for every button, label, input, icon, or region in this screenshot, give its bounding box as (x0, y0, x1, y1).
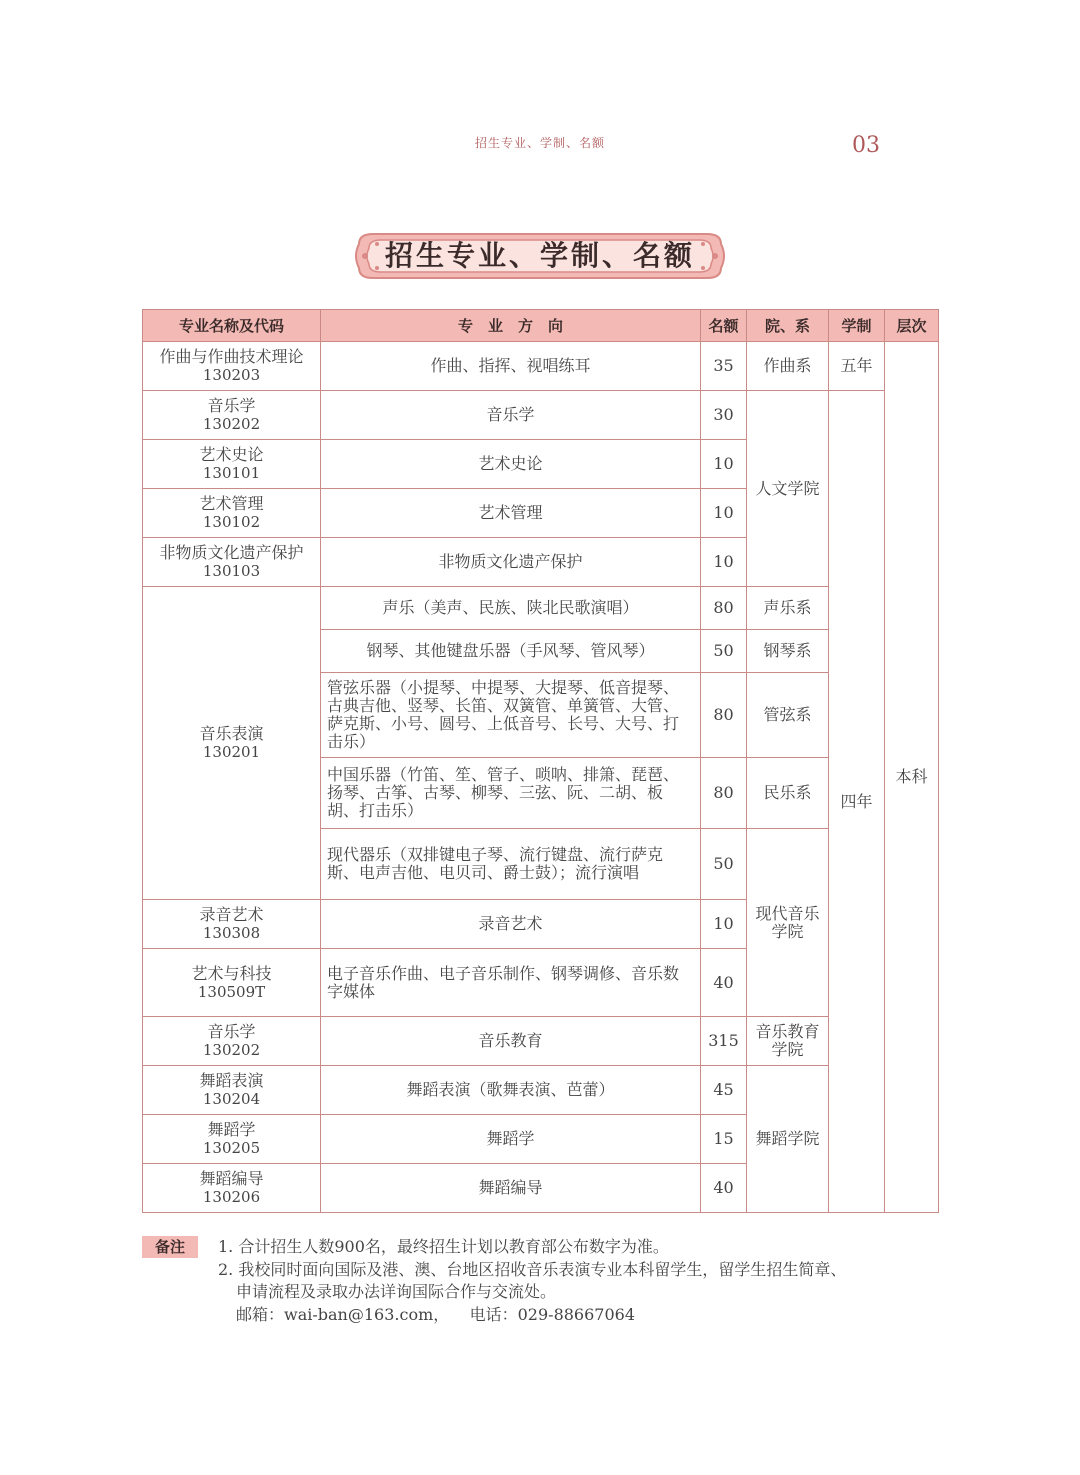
header-level: 层次 (885, 310, 939, 342)
major-code: 130204 (202, 1090, 261, 1108)
department-cell: 民乐系 (747, 758, 829, 829)
duration-cell: 五年 (829, 342, 885, 391)
header-department: 院、系 (747, 310, 829, 342)
major-name: 作曲与作曲技术理论 (159, 347, 304, 366)
major-cell (143, 1115, 321, 1164)
duration-cell: 四年 (829, 391, 885, 1213)
direction-cell: 电子音乐作曲、电子音乐制作、钢琴调修、音乐数字媒体 (321, 949, 701, 1017)
major-code: 130101 (202, 464, 261, 482)
quota-cell: 10 (701, 440, 747, 489)
quota-cell: 40 (701, 1164, 747, 1213)
department-cell: 管弦系 (747, 673, 829, 758)
table-row (143, 342, 939, 391)
table-row (143, 1017, 939, 1066)
header-direction: 专 业 方 向 (321, 310, 701, 342)
major-cell (143, 949, 321, 1017)
quota-cell: 30 (701, 391, 747, 440)
note-line-2a: 2. 我校同时面向国际及港、澳、台地区招收音乐表演专业本科留学生，留学生招生简章、 (218, 1260, 847, 1279)
major-cell (143, 1164, 321, 1213)
quota-cell: 40 (701, 949, 747, 1017)
major-name: 艺术与科技 (191, 963, 272, 983)
direction-cell: 现代器乐（双排键电子琴、流行键盘、流行萨克斯、电声吉他、电贝司、爵士鼓）；流行演唱 (321, 829, 701, 900)
major-name: 音乐学 (207, 396, 256, 415)
major-code: 130201 (202, 743, 261, 761)
header-major: 专业名称及代码 (143, 310, 321, 342)
major-code: 130103 (202, 562, 261, 580)
quota-cell: 50 (701, 829, 747, 900)
table-row (143, 391, 939, 440)
department-cell: 现代音乐学院 (747, 829, 829, 1017)
quota-cell: 50 (701, 630, 747, 673)
major-code: 130202 (202, 415, 261, 433)
major-code: 130206 (202, 1188, 261, 1206)
banner-title: 招生专业、学制、名额 (384, 239, 695, 272)
note-line-1: 1. 合计招生人数900名，最终招生计划以教育部公布数字为准。 (218, 1237, 669, 1256)
quota-cell: 35 (701, 342, 747, 391)
major-cell (143, 440, 321, 489)
major-name: 音乐学 (207, 1022, 256, 1041)
email-label: 邮箱： (236, 1305, 285, 1324)
major-cell (143, 391, 321, 440)
major-cell (143, 900, 321, 949)
table-header-row (143, 310, 939, 342)
major-code: 130509T (197, 982, 266, 1001)
header-quota: 名额 (701, 310, 747, 342)
major-code: 130202 (202, 1041, 261, 1059)
major-name: 录音艺术 (199, 905, 264, 924)
enrollment-table (142, 309, 939, 1213)
level-cell: 本科 (885, 342, 939, 1213)
department-cell: 音乐教育学院 (747, 1017, 829, 1066)
major-code: 130203 (202, 366, 261, 384)
major-cell (143, 538, 321, 587)
direction-cell: 中国乐器（竹笛、笙、管子、唢呐、排箫、琵琶、扬琴、古筝、古琴、柳琴、三弦、阮、二胡、板胡、打击乐） (321, 758, 701, 829)
note-line-2b: 申请流程及录取办法详询国际合作与交流处。 (236, 1282, 557, 1301)
direction-cell: 声乐（美声、民族、陕北民歌演唱） (321, 587, 701, 630)
major-name: 艺术管理 (199, 494, 264, 513)
phone-label: 电话： (469, 1305, 518, 1324)
direction-cell: 非物质文化遗产保护 (321, 538, 701, 587)
direction-cell: 音乐教育 (321, 1017, 701, 1066)
direction-cell: 作曲、指挥、视唱练耳 (321, 342, 701, 391)
page-number: 03 (852, 133, 880, 158)
direction-cell: 管弦乐器（小提琴、中提琴、大提琴、低音提琴、古典吉他、竖琴、长笛、双簧管、单簧管、大管、萨克斯、小号、圆号、上低音号、长号、大号、打击乐） (321, 673, 701, 758)
quota-cell: 45 (701, 1066, 747, 1115)
quota-cell: 10 (701, 489, 747, 538)
section-banner (355, 230, 725, 282)
department-cell: 舞蹈学院 (747, 1066, 829, 1213)
major-cell (143, 587, 321, 900)
phone-number: 029-88667064 (517, 1305, 636, 1324)
quota-cell: 80 (701, 673, 747, 758)
major-name: 舞蹈表演 (199, 1071, 264, 1090)
major-name: 音乐表演 (199, 724, 264, 743)
department-cell: 钢琴系 (747, 630, 829, 673)
major-name: 舞蹈学 (207, 1120, 256, 1139)
major-name: 舞蹈编导 (199, 1169, 264, 1188)
quota-cell: 10 (701, 538, 747, 587)
direction-cell: 舞蹈编导 (321, 1164, 701, 1213)
major-cell (143, 342, 321, 391)
running-title: 招生专业、学制、名额 (474, 136, 605, 150)
major-name: 非物质文化遗产保护 (159, 543, 304, 562)
department-cell: 声乐系 (747, 587, 829, 630)
header-duration: 学制 (829, 310, 885, 342)
table-row (143, 587, 939, 630)
major-cell (143, 1017, 321, 1066)
direction-cell: 舞蹈表演（歌舞表演、芭蕾） (321, 1066, 701, 1115)
quota-cell: 15 (701, 1115, 747, 1164)
quota-cell: 80 (701, 758, 747, 829)
department-cell: 作曲系 (747, 342, 829, 391)
direction-cell: 音乐学 (321, 391, 701, 440)
major-cell (143, 489, 321, 538)
direction-cell: 舞蹈学 (321, 1115, 701, 1164)
major-code: 130205 (202, 1139, 261, 1157)
major-name: 艺术史论 (199, 445, 264, 464)
direction-cell: 艺术史论 (321, 440, 701, 489)
major-code: 130102 (202, 513, 261, 531)
quota-cell: 315 (701, 1017, 747, 1066)
direction-cell: 钢琴、其他键盘乐器（手风琴、管风琴） (321, 630, 701, 673)
major-code: 130308 (202, 924, 261, 942)
note-contact-line (236, 1305, 635, 1325)
table-row (143, 1066, 939, 1115)
quota-cell: 80 (701, 587, 747, 630)
department-cell: 人文学院 (747, 391, 829, 587)
email-link[interactable]: wai-ban@163.com， (284, 1305, 450, 1324)
major-cell (143, 1066, 321, 1115)
direction-cell: 艺术管理 (321, 489, 701, 538)
quota-cell: 10 (701, 900, 747, 949)
notes-label: 备注 (142, 1236, 198, 1258)
direction-cell: 录音艺术 (321, 900, 701, 949)
